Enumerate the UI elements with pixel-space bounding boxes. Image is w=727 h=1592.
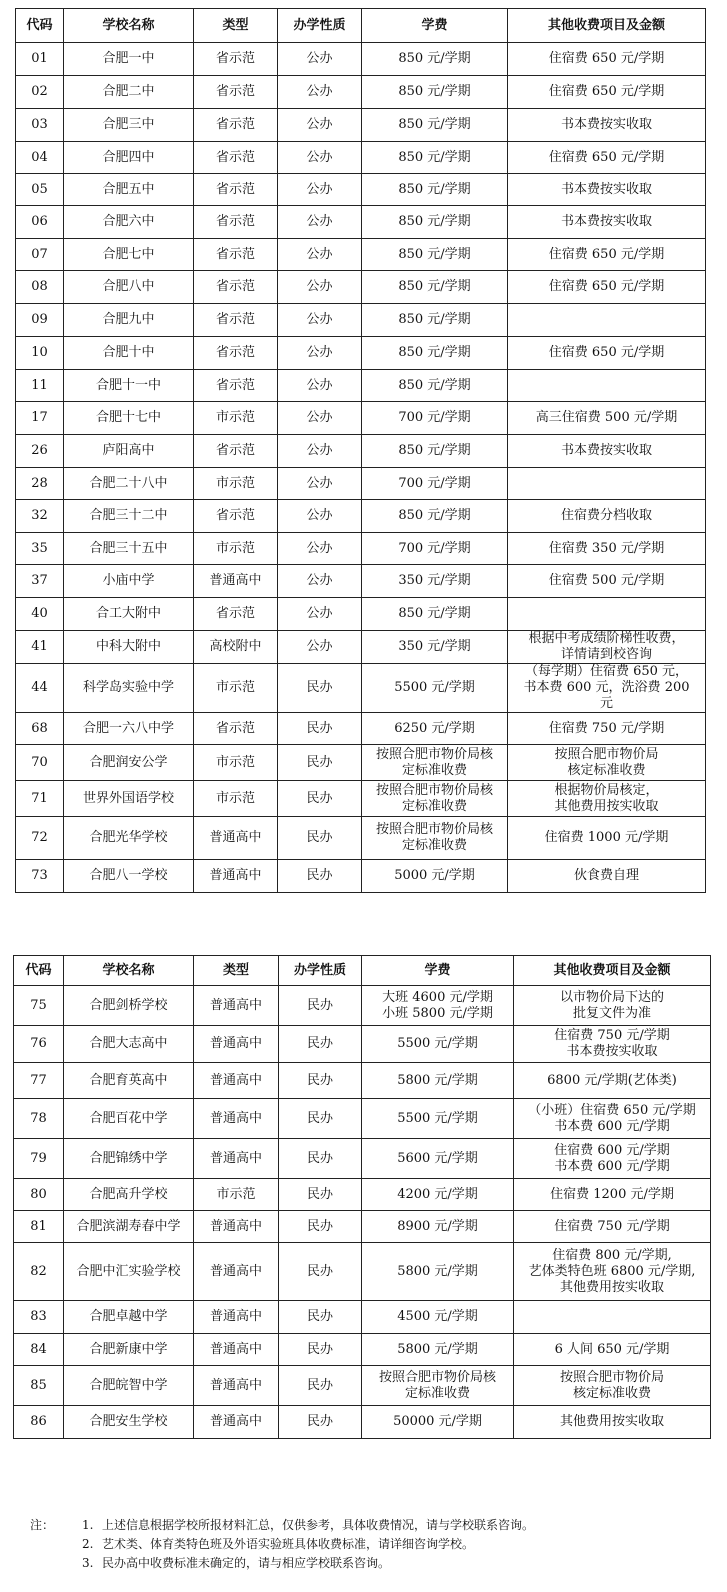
other-fees-cell: 住宿费 650 元/学期 [508,239,706,271]
table-row [16,109,706,142]
type-cell: 普通高中 [194,1063,279,1099]
other-fees-cell: 住宿费 650 元/学期 [508,271,706,304]
tuition-cell: 按照合肥市物价局核 定标准收费 [362,745,508,781]
other-fees-cell: 根据中考成绩阶梯性收费， 详情请到校咨询 [508,631,706,664]
table-row [14,1099,711,1139]
table-header-row [16,9,706,43]
note-text: 民办高中收费标准未确定的，请与相应学校联系咨询。 [102,1556,391,1570]
tuition-cell: 按照合肥市物价局核 定标准收费 [362,781,508,817]
school-name-cell: 合工大附中 [64,598,194,631]
type-cell: 普通高中 [194,1301,279,1334]
tuition-cell: 850 元/学期 [362,206,508,239]
table-row [16,781,706,817]
tuition-cell: 5500 元/学期 [362,1099,514,1139]
tuition-cell: 5000 元/学期 [362,860,508,893]
other-fees-cell: 住宿费 750 元/学期 [508,713,706,745]
nature-cell: 公办 [278,631,362,664]
nature-cell: 民办 [279,1179,362,1211]
school-name-cell: 合肥三十五中 [64,533,194,565]
nature-cell: 民办 [279,1301,362,1334]
type-cell: 普通高中 [194,986,279,1026]
type-cell: 省示范 [194,500,278,533]
type-cell: 省示范 [194,713,278,745]
other-fees-cell: 住宿费 750 元/学期 [514,1211,711,1243]
type-cell: 省示范 [194,109,278,142]
code-cell: 77 [14,1063,64,1099]
other-fees-cell: 书本费按实收取 [508,206,706,239]
table-row [16,402,706,435]
tuition-cell: 5500 元/学期 [362,664,508,713]
code-cell: 84 [14,1334,64,1366]
tuition-cell: 850 元/学期 [362,76,508,109]
table-row [14,1406,711,1439]
tuition-cell: 850 元/学期 [362,109,508,142]
tuition-cell: 8900 元/学期 [362,1211,514,1243]
table-row [16,76,706,109]
type-cell: 省示范 [194,337,278,370]
other-fees-cell: 住宿费分档收取 [508,500,706,533]
code-cell: 78 [14,1099,64,1139]
school-name-cell: 小庙中学 [64,565,194,598]
other-fees-cell: 6800 元/学期(艺体类) [514,1063,711,1099]
type-cell: 省示范 [194,142,278,174]
note-text: 艺术类、体育类特色班及外语实验班具体收费标准，请详细咨询学校。 [102,1537,475,1551]
other-fees-cell: 住宿费 650 元/学期 [508,43,706,76]
type-cell: 普通高中 [194,1366,279,1406]
nature-cell: 民办 [279,1366,362,1406]
table-row [16,271,706,304]
type-cell: 市示范 [194,664,278,713]
school-name-cell: 合肥光华学校 [64,817,194,860]
nature-cell: 民办 [278,781,362,817]
other-fees-cell: 住宿费 350 元/学期 [508,533,706,565]
header-school-name: 学校名称 [64,956,194,986]
school-name-cell: 合肥高升学校 [64,1179,194,1211]
code-cell: 03 [16,109,64,142]
type-cell: 普通高中 [194,1211,279,1243]
nature-cell: 公办 [278,239,362,271]
code-cell: 71 [16,781,64,817]
tuition-cell: 5500 元/学期 [362,1026,514,1063]
note-prefix: 注： [30,1518,55,1532]
nature-cell: 民办 [279,986,362,1026]
table-row [14,1139,711,1179]
type-cell: 省示范 [194,598,278,631]
code-cell: 80 [14,1179,64,1211]
type-cell: 普通高中 [194,1243,279,1301]
school-name-cell: 合肥新康中学 [64,1334,194,1366]
nature-cell: 民办 [278,860,362,893]
tuition-cell: 按照合肥市物价局核 定标准收费 [362,1366,514,1406]
school-name-cell: 合肥剑桥学校 [64,986,194,1026]
type-cell: 省示范 [194,174,278,206]
type-cell: 普通高中 [194,565,278,598]
table-row [16,337,706,370]
other-fees-cell [508,370,706,402]
table-row [16,713,706,745]
fee-table-2 [13,955,711,1439]
tuition-cell: 按照合肥市物价局核 定标准收费 [362,817,508,860]
nature-cell: 民办 [279,1026,362,1063]
tuition-cell: 350 元/学期 [362,631,508,664]
code-cell: 73 [16,860,64,893]
code-cell: 85 [14,1366,64,1406]
note-item [30,1554,710,1573]
tuition-cell: 850 元/学期 [362,239,508,271]
type-cell: 市示范 [194,468,278,500]
table-row [14,1211,711,1243]
code-cell: 08 [16,271,64,304]
other-fees-cell: 书本费按实收取 [508,174,706,206]
tuition-cell: 4200 元/学期 [362,1179,514,1211]
nature-cell: 民办 [279,1334,362,1366]
table-row [16,142,706,174]
table-row [16,206,706,239]
table-row [16,745,706,781]
nature-cell: 民办 [279,1139,362,1179]
header-type: 类型 [194,956,279,986]
tuition-cell: 850 元/学期 [362,337,508,370]
code-cell: 09 [16,304,64,337]
nature-cell: 民办 [278,745,362,781]
nature-cell: 公办 [278,76,362,109]
note-item [30,1516,710,1535]
school-name-cell: 合肥卓越中学 [64,1301,194,1334]
nature-cell: 民办 [279,1099,362,1139]
code-cell: 37 [16,565,64,598]
school-name-cell: 合肥七中 [64,239,194,271]
nature-cell: 公办 [278,435,362,468]
tuition-cell: 850 元/学期 [362,43,508,76]
other-fees-cell [508,598,706,631]
type-cell: 普通高中 [194,1026,279,1063]
table-row [16,598,706,631]
table-row [14,986,711,1026]
other-fees-cell: 住宿费 650 元/学期 [508,76,706,109]
type-cell: 普通高中 [194,1099,279,1139]
tuition-cell: 5600 元/学期 [362,1139,514,1179]
school-name-cell: 合肥大志高中 [64,1026,194,1063]
type-cell: 省示范 [194,304,278,337]
code-cell: 06 [16,206,64,239]
school-name-cell: 合肥八中 [64,271,194,304]
school-name-cell: 合肥一中 [64,43,194,76]
other-fees-cell: （小班）住宿费 650 元/学期 书本费 600 元/学期 [514,1099,711,1139]
code-cell: 72 [16,817,64,860]
other-fees-cell: 住宿费 600 元/学期 书本费 600 元/学期 [514,1139,711,1179]
tuition-cell: 850 元/学期 [362,435,508,468]
code-cell: 75 [14,986,64,1026]
school-name-cell: 合肥九中 [64,304,194,337]
code-cell: 32 [16,500,64,533]
type-cell: 市示范 [194,745,278,781]
type-cell: 市示范 [194,1179,279,1211]
school-name-cell: 合肥十七中 [64,402,194,435]
table-row [14,1063,711,1099]
school-name-cell: 世界外国语学校 [64,781,194,817]
code-cell: 76 [14,1026,64,1063]
other-fees-cell: 6 人间 650 元/学期 [514,1334,711,1366]
code-cell: 82 [14,1243,64,1301]
nature-cell: 公办 [278,402,362,435]
table-row [16,239,706,271]
school-name-cell: 合肥四中 [64,142,194,174]
other-fees-cell: 住宿费 500 元/学期 [508,565,706,598]
other-fees-cell: 伙食费自理 [508,860,706,893]
code-cell: 41 [16,631,64,664]
nature-cell: 公办 [278,533,362,565]
type-cell: 普通高中 [194,1334,279,1366]
nature-cell: 公办 [278,598,362,631]
footnotes [30,1516,710,1573]
school-name-cell: 合肥六中 [64,206,194,239]
nature-cell: 民办 [278,713,362,745]
other-fees-cell: 按照合肥市物价局 核定标准收费 [514,1366,711,1406]
other-fees-cell: 住宿费 650 元/学期 [508,142,706,174]
school-name-cell: 合肥安生学校 [64,1406,194,1439]
code-cell: 07 [16,239,64,271]
nature-cell: 民办 [279,1211,362,1243]
header-code: 代码 [16,9,64,43]
table-row [16,533,706,565]
type-cell: 省示范 [194,370,278,402]
tuition-cell: 5800 元/学期 [362,1334,514,1366]
table-row [16,817,706,860]
school-name-cell: 合肥三中 [64,109,194,142]
other-fees-cell [508,304,706,337]
code-cell: 40 [16,598,64,631]
type-cell: 省示范 [194,435,278,468]
tuition-cell: 850 元/学期 [362,500,508,533]
other-fees-cell: 书本费按实收取 [508,109,706,142]
code-cell: 86 [14,1406,64,1439]
tuition-cell: 850 元/学期 [362,304,508,337]
table-row [14,1301,711,1334]
school-name-cell: 合肥五中 [64,174,194,206]
fee-table-1 [15,8,706,893]
header-type: 类型 [194,9,278,43]
table-row [16,370,706,402]
other-fees-cell: 住宿费 750 元/学期 书本费按实收取 [514,1026,711,1063]
code-cell: 81 [14,1211,64,1243]
tuition-cell: 850 元/学期 [362,142,508,174]
table-row [14,1243,711,1301]
other-fees-cell: 住宿费 1200 元/学期 [514,1179,711,1211]
tuition-cell: 700 元/学期 [362,468,508,500]
code-cell: 01 [16,43,64,76]
other-fees-cell: 其他费用按实收取 [514,1406,711,1439]
header-other-fees: 其他收费项目及金额 [514,956,711,986]
code-cell: 44 [16,664,64,713]
table-header-row [14,956,711,986]
nature-cell: 民办 [279,1243,362,1301]
school-name-cell: 合肥百花中学 [64,1099,194,1139]
type-cell: 省示范 [194,43,278,76]
type-cell: 省示范 [194,271,278,304]
other-fees-cell: 住宿费 650 元/学期 [508,337,706,370]
school-name-cell: 中科大附中 [64,631,194,664]
header-nature: 办学性质 [279,956,362,986]
other-fees-cell: （每学期）住宿费 650 元， 书本费 600 元，洗浴费 200 元 [508,664,706,713]
nature-cell: 公办 [278,468,362,500]
school-name-cell: 合肥八一学校 [64,860,194,893]
note-item [30,1535,710,1554]
table-row [14,1026,711,1063]
school-name-cell: 合肥润安公学 [64,745,194,781]
nature-cell: 民办 [279,1406,362,1439]
table-row [16,174,706,206]
code-cell: 83 [14,1301,64,1334]
header-code: 代码 [14,956,64,986]
table-body [14,986,711,1439]
other-fees-cell: 住宿费 1000 元/学期 [508,817,706,860]
tuition-cell: 850 元/学期 [362,598,508,631]
code-cell: 05 [16,174,64,206]
type-cell: 普通高中 [194,1406,279,1439]
code-cell: 28 [16,468,64,500]
type-cell: 普通高中 [194,817,278,860]
nature-cell: 民办 [279,1063,362,1099]
table-row [14,1179,711,1211]
note-text: 上述信息根据学校所报材料汇总，仅供参考，具体收费情况，请与学校联系咨询。 [102,1518,535,1532]
school-name-cell: 合肥十一中 [64,370,194,402]
header-tuition: 学费 [362,956,514,986]
school-name-cell: 合肥三十二中 [64,500,194,533]
code-cell: 02 [16,76,64,109]
table-row [14,1334,711,1366]
type-cell: 市示范 [194,402,278,435]
code-cell: 79 [14,1139,64,1179]
header-nature: 办学性质 [278,9,362,43]
code-cell: 04 [16,142,64,174]
header-school-name: 学校名称 [64,9,194,43]
nature-cell: 公办 [278,500,362,533]
tuition-cell: 350 元/学期 [362,565,508,598]
code-cell: 35 [16,533,64,565]
code-cell: 68 [16,713,64,745]
nature-cell: 民办 [278,817,362,860]
nature-cell: 公办 [278,109,362,142]
table-row [14,1366,711,1406]
tuition-cell: 850 元/学期 [362,174,508,206]
type-cell: 普通高中 [194,1139,279,1179]
school-name-cell: 合肥二中 [64,76,194,109]
school-name-cell: 合肥滨湖寿春中学 [64,1211,194,1243]
school-name-cell: 合肥育英高中 [64,1063,194,1099]
nature-cell: 公办 [278,304,362,337]
table-body [16,43,706,893]
table-row [16,304,706,337]
other-fees-cell [514,1301,711,1334]
school-name-cell: 合肥锦绣中学 [64,1139,194,1179]
type-cell: 高校附中 [194,631,278,664]
tuition-cell: 50000 元/学期 [362,1406,514,1439]
tuition-cell: 6250 元/学期 [362,713,508,745]
other-fees-cell: 书本费按实收取 [508,435,706,468]
header-other-fees: 其他收费项目及金额 [508,9,706,43]
nature-cell: 公办 [278,174,362,206]
table-row [16,500,706,533]
school-name-cell: 庐阳高中 [64,435,194,468]
table-row [16,860,706,893]
other-fees-cell: 高三住宿费 500 元/学期 [508,402,706,435]
other-fees-cell [508,468,706,500]
code-cell: 26 [16,435,64,468]
header-tuition: 学费 [362,9,508,43]
school-name-cell: 合肥一六八中学 [64,713,194,745]
type-cell: 省示范 [194,76,278,109]
other-fees-cell: 根据物价局核定， 其他费用按实收取 [508,781,706,817]
note-number: 2. [82,1537,94,1551]
type-cell: 省示范 [194,206,278,239]
other-fees-cell: 以市物价局下达的 批复文件为准 [514,986,711,1026]
nature-cell: 公办 [278,206,362,239]
table-row [16,468,706,500]
school-name-cell: 科学岛实验中学 [64,664,194,713]
tuition-cell: 850 元/学期 [362,271,508,304]
code-cell: 70 [16,745,64,781]
nature-cell: 公办 [278,142,362,174]
school-name-cell: 合肥中汇实验学校 [64,1243,194,1301]
nature-cell: 公办 [278,565,362,598]
tuition-cell: 5800 元/学期 [362,1243,514,1301]
note-number: 1. [82,1518,94,1532]
tuition-cell: 700 元/学期 [362,402,508,435]
note-number: 3. [82,1556,94,1570]
nature-cell: 公办 [278,337,362,370]
type-cell: 市示范 [194,781,278,817]
tuition-cell: 5800 元/学期 [362,1063,514,1099]
tuition-cell: 700 元/学期 [362,533,508,565]
code-cell: 10 [16,337,64,370]
nature-cell: 民办 [278,664,362,713]
nature-cell: 公办 [278,370,362,402]
table-row [16,43,706,76]
table-row [16,664,706,713]
type-cell: 普通高中 [194,860,278,893]
nature-cell: 公办 [278,43,362,76]
type-cell: 省示范 [194,239,278,271]
tuition-cell: 大班 4600 元/学期 小班 5800 元/学期 [362,986,514,1026]
type-cell: 市示范 [194,533,278,565]
tuition-cell: 4500 元/学期 [362,1301,514,1334]
other-fees-cell: 按照合肥市物价局 核定标准收费 [508,745,706,781]
table-row [16,631,706,664]
table-row [16,435,706,468]
other-fees-cell: 住宿费 800 元/学期, 艺体类特色班 6800 元/学期, 其他费用按实收取 [514,1243,711,1301]
code-cell: 17 [16,402,64,435]
code-cell: 11 [16,370,64,402]
school-name-cell: 合肥十中 [64,337,194,370]
tuition-cell: 850 元/学期 [362,370,508,402]
school-name-cell: 合肥皖智中学 [64,1366,194,1406]
school-name-cell: 合肥二十八中 [64,468,194,500]
nature-cell: 公办 [278,271,362,304]
table-row [16,565,706,598]
